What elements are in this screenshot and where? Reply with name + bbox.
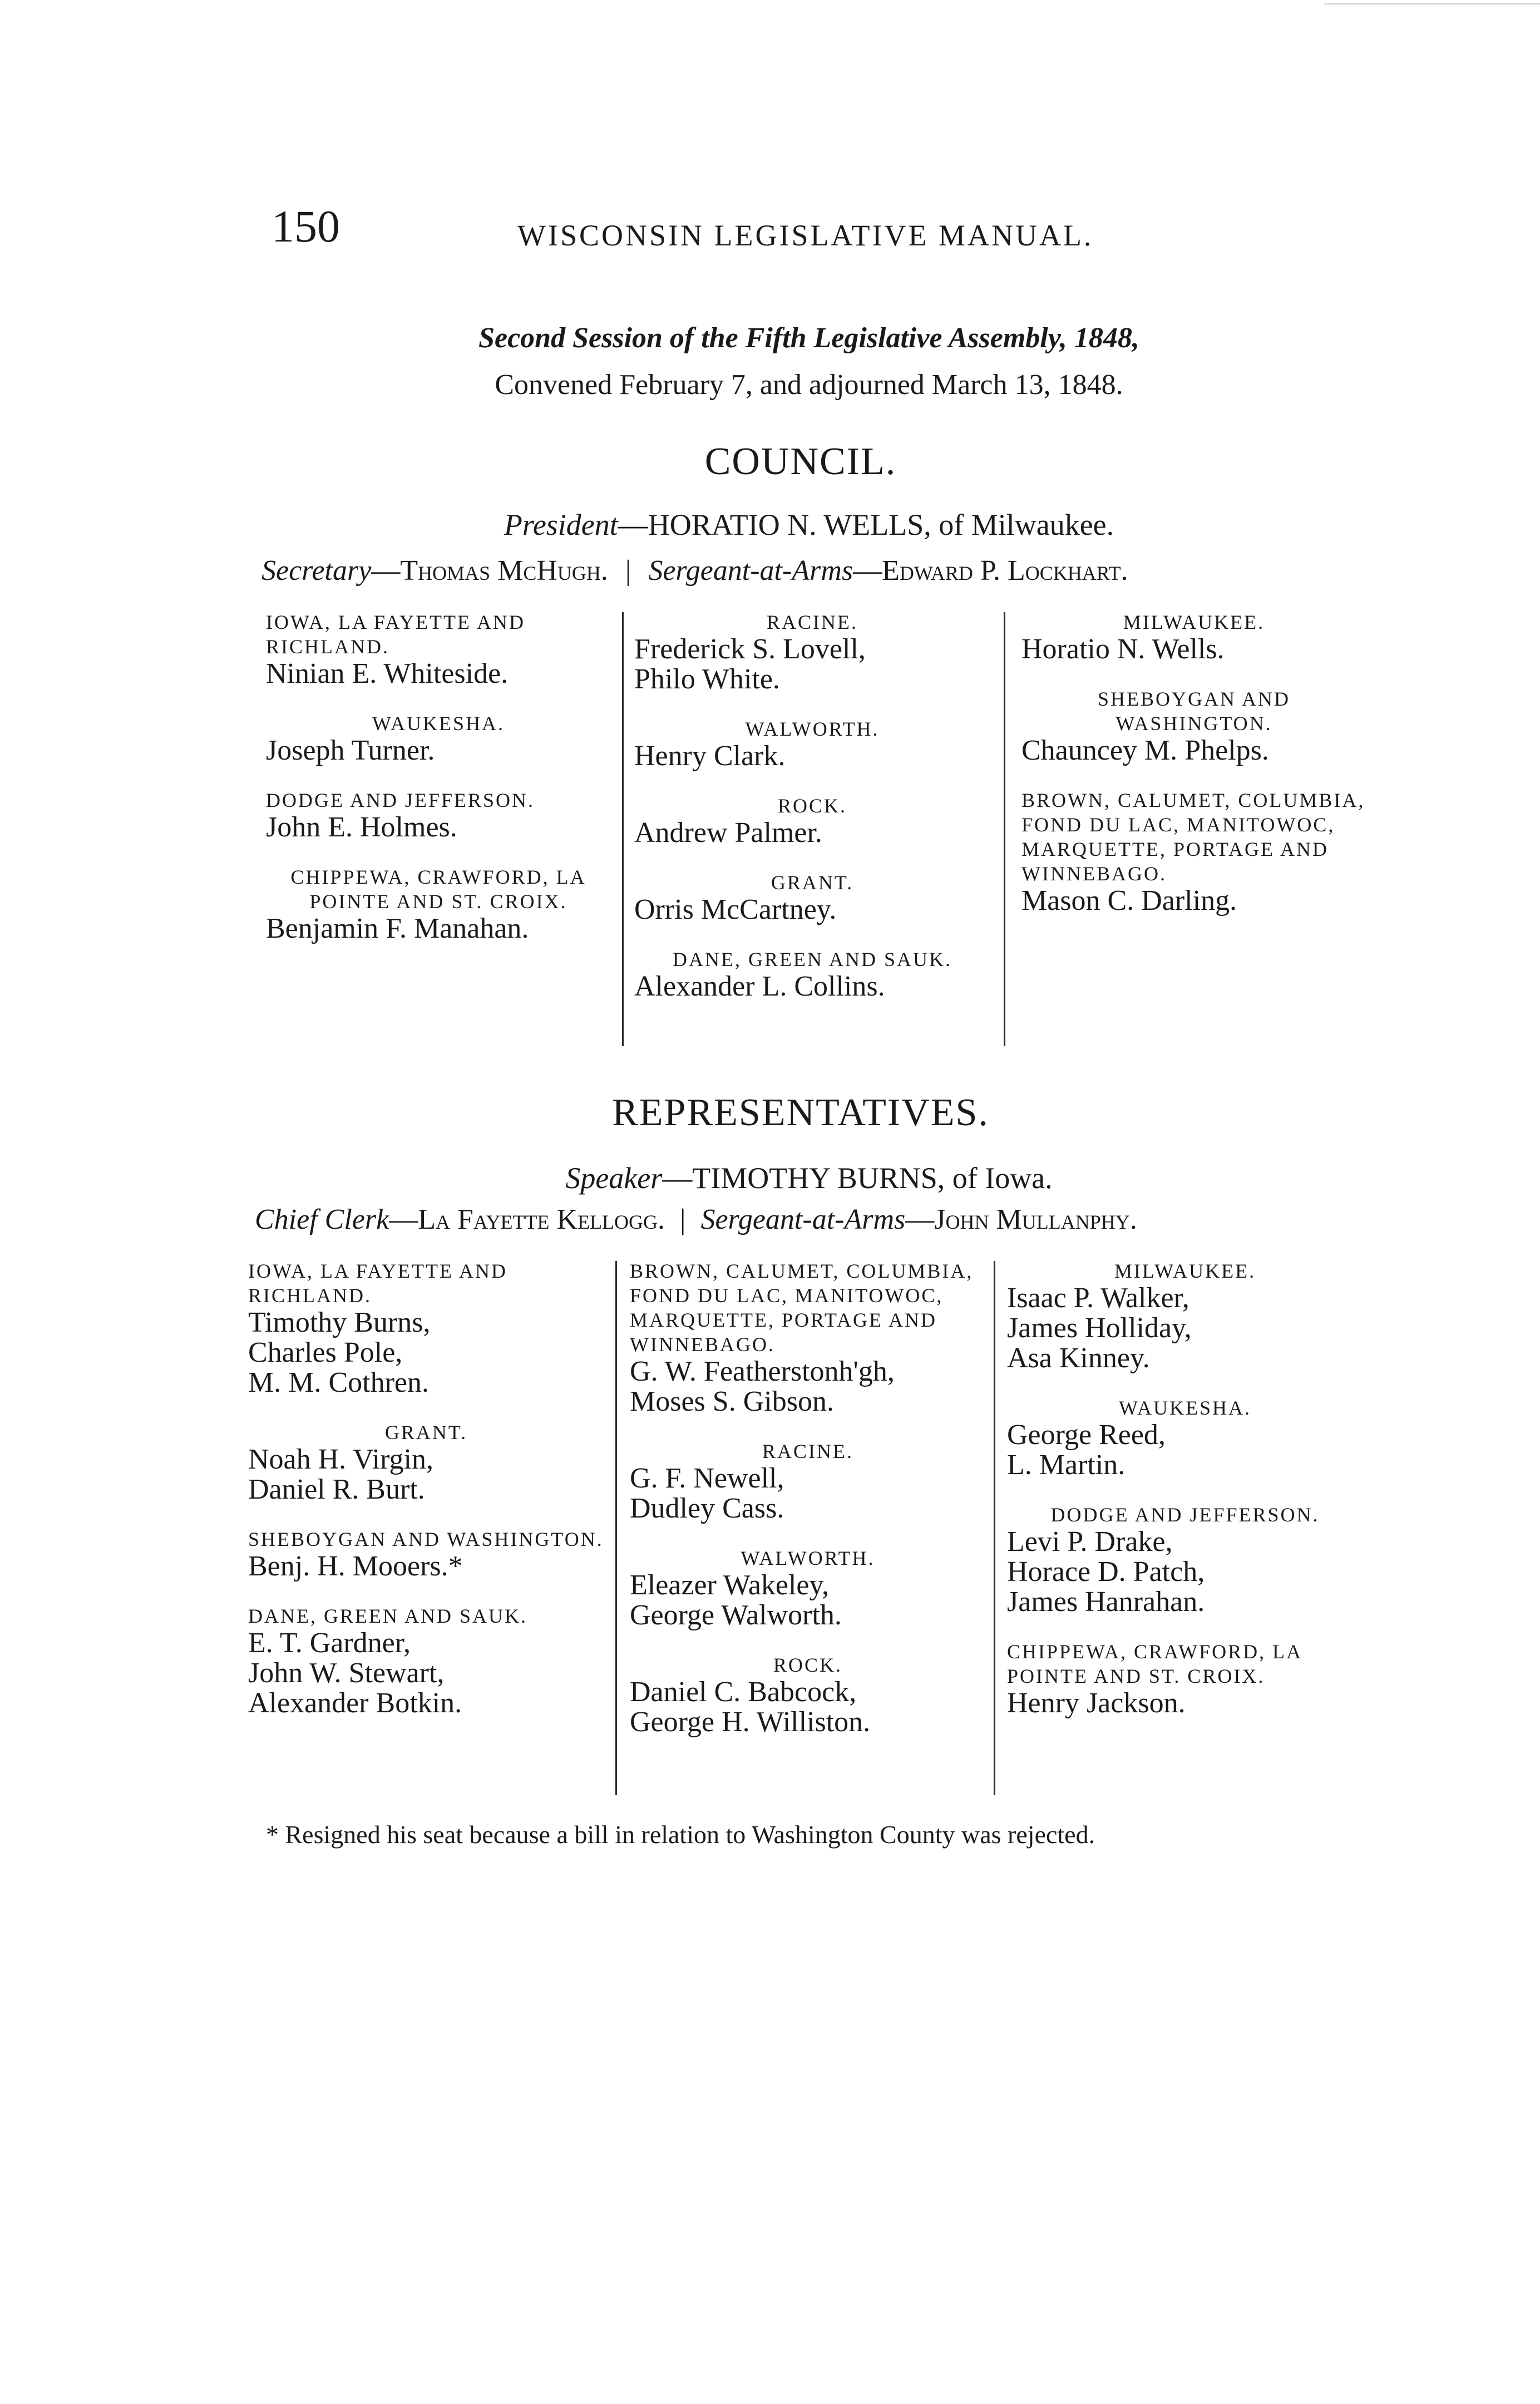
county-block	[630, 1439, 986, 1524]
session-dates: Convened February 7, and adjourned March 13, 1848.	[495, 369, 1123, 401]
council-column-1	[266, 610, 611, 966]
county-name: SHEBOYGAN AND WASHINGTON.	[248, 1528, 604, 1550]
member-name: George H. Williston.	[630, 1706, 871, 1738]
sergeant-name: —John Mullanphy.	[905, 1204, 1137, 1235]
council-president-line	[0, 508, 1540, 542]
county-name: CHIPPEWA, CRAWFORD, LA POINTE AND ST. CROIX.	[290, 866, 586, 913]
county-block	[630, 1259, 986, 1417]
county-name: RACINE.	[767, 611, 858, 633]
member-name: Orris McCartney.	[634, 894, 837, 925]
county-block	[1021, 610, 1366, 664]
member-name: George Walworth.	[630, 1599, 842, 1631]
county-name: BROWN, CALUMET, COLUMBIA, FOND DU LAC, MANITOWOC, MARQUETTE, PORTAGE AND WINNEBAGO.	[630, 1260, 974, 1356]
county-block	[634, 717, 990, 771]
running-title: WISCONSIN LEGISLATIVE MANUAL.	[517, 219, 1094, 252]
county-block	[634, 794, 990, 848]
county-name: DANE, GREEN AND SAUK.	[673, 948, 952, 971]
sergeant-name: —Edward P. Lockhart.	[853, 555, 1128, 587]
county-block	[630, 1546, 986, 1630]
assembly-clerk-line	[255, 1203, 1137, 1236]
member-name: Moses S. Gibson.	[630, 1386, 834, 1417]
assembly-column-2	[630, 1259, 986, 1760]
county-name: GRANT.	[771, 871, 854, 894]
member-name: Henry Clark.	[634, 740, 786, 772]
speaker-title: Speaker	[565, 1161, 663, 1195]
county-name: WAUKESHA.	[1119, 1397, 1251, 1419]
member-name: Horace D. Patch,	[1007, 1556, 1205, 1588]
column-rule	[994, 1261, 995, 1795]
clerk-title: Chief Clerk	[255, 1204, 389, 1235]
clerk-name: —La Fayette Kellogg.	[389, 1204, 665, 1235]
county-name: DANE, GREEN AND SAUK.	[248, 1605, 527, 1627]
county-name: IOWA, LA FAYETTE AND RICHLAND.	[266, 611, 525, 658]
member-name: Alexander L. Collins.	[634, 971, 885, 1002]
council-secretary-line	[261, 554, 1128, 587]
county-block	[248, 1259, 604, 1398]
member-name: John W. Stewart,	[248, 1657, 445, 1689]
member-name: E. T. Gardner,	[248, 1627, 411, 1659]
county-block	[266, 865, 611, 944]
county-name: MILWAUKEE.	[1123, 611, 1265, 633]
member-name: L. Martin.	[1007, 1449, 1126, 1481]
member-name: Andrew Palmer.	[634, 817, 822, 849]
county-block	[266, 610, 611, 689]
member-name: Philo White.	[634, 663, 780, 695]
county-name: ROCK.	[777, 795, 847, 817]
county-block	[248, 1420, 604, 1505]
county-block	[1007, 1259, 1363, 1373]
column-rule	[1004, 612, 1005, 1046]
assembly-column-3	[1007, 1259, 1363, 1741]
member-name: Henry Jackson.	[1007, 1687, 1186, 1719]
member-name: Eleazer Wakeley,	[630, 1569, 830, 1601]
county-name: SHEBOYGAN AND WASHINGTON.	[1097, 688, 1291, 735]
county-name: BROWN, CALUMET, COLUMBIA, FOND DU LAC, MANITOWOC, MARQUETTE, PORTAGE AND WINNEBAGO.	[1021, 789, 1365, 885]
speaker-name: —TIMOTHY BURNS, of Iowa.	[662, 1161, 1053, 1195]
member-name: Benj. H. Mooers.*	[248, 1550, 463, 1582]
page-number: 150	[272, 201, 340, 252]
president-title: President	[504, 508, 618, 541]
council-column-2	[634, 610, 990, 1024]
county-name: WALWORTH.	[741, 1547, 875, 1569]
member-name: James Hanrahan.	[1007, 1586, 1205, 1618]
assembly-column-1	[248, 1259, 604, 1741]
scan-edge-mark	[1324, 3, 1540, 4]
member-name: Isaac P. Walker,	[1007, 1282, 1189, 1314]
session-title: Second Session of the Fifth Legislative Assembly, 1848,	[478, 322, 1139, 354]
president-name: —HORATIO N. WELLS, of Milwaukee.	[618, 508, 1114, 541]
sergeant-title: Sergeant-at-Arms	[700, 1204, 906, 1235]
county-block	[248, 1527, 604, 1582]
county-block	[634, 947, 990, 1002]
county-name: DODGE AND JEFFERSON.	[1050, 1504, 1320, 1526]
member-name: Levi P. Drake,	[1007, 1526, 1173, 1558]
officer-separator: |	[680, 1204, 686, 1235]
member-name: Timothy Burns,	[248, 1307, 431, 1338]
member-name: Chauncey M. Phelps.	[1021, 735, 1269, 766]
member-name: M. M. Cothren.	[248, 1367, 429, 1398]
officer-separator: |	[625, 555, 631, 587]
member-name: Charles Pole,	[248, 1337, 403, 1368]
member-name: Benjamin F. Manahan.	[266, 913, 529, 944]
member-name: Daniel C. Babcock,	[630, 1676, 857, 1708]
county-block	[1021, 687, 1366, 766]
member-name: James Holliday,	[1007, 1312, 1192, 1344]
county-block	[1007, 1502, 1363, 1617]
county-name: WALWORTH.	[745, 718, 880, 740]
member-name: John E. Holmes.	[266, 811, 457, 843]
county-name: DODGE AND JEFFERSON.	[266, 789, 535, 811]
member-name: G. F. Newell,	[630, 1462, 784, 1494]
county-name: MILWAUKEE.	[1114, 1260, 1256, 1282]
county-name: IOWA, LA FAYETTE AND RICHLAND.	[248, 1260, 507, 1307]
member-name: Frederick S. Lovell,	[634, 633, 866, 665]
county-name: WAUKESHA.	[372, 712, 505, 735]
county-block	[1021, 788, 1366, 916]
member-name: G. W. Featherstonh'gh,	[630, 1356, 895, 1387]
member-name: Mason C. Darling.	[1021, 885, 1237, 917]
county-name: GRANT.	[384, 1421, 468, 1444]
county-name: RACINE.	[762, 1440, 853, 1462]
county-block	[266, 788, 611, 843]
member-name: Alexander Botkin.	[248, 1687, 462, 1719]
county-block	[1007, 1396, 1363, 1480]
assembly-speaker-line	[0, 1161, 1540, 1195]
member-name: Noah H. Virgin,	[248, 1444, 433, 1475]
county-block	[634, 610, 990, 694]
council-column-3	[1021, 610, 1366, 938]
county-name: CHIPPEWA, CRAWFORD, LA POINTE AND ST. CROIX.	[1007, 1641, 1302, 1687]
county-block	[630, 1653, 986, 1737]
member-name: Dudley Cass.	[630, 1492, 784, 1524]
county-block	[1007, 1639, 1363, 1718]
column-rule	[615, 1261, 617, 1795]
member-name: George Reed,	[1007, 1419, 1166, 1451]
secretary-title: Secretary	[261, 555, 372, 587]
member-name: Ninian E. Whiteside.	[266, 658, 509, 689]
sergeant-title: Sergeant-at-Arms	[648, 555, 853, 587]
council-heading: COUNCIL.	[704, 440, 897, 483]
secretary-name: —Thomas McHugh.	[371, 555, 608, 587]
member-name: Horatio N. Wells.	[1021, 633, 1225, 665]
county-name: ROCK.	[773, 1654, 843, 1676]
assembly-heading: REPRESENTATIVES.	[612, 1091, 989, 1134]
member-name: Joseph Turner.	[266, 735, 435, 766]
county-block	[634, 870, 990, 925]
footnote: * Resigned his seat because a bill in relation to Washington County was rejected.	[266, 1820, 1095, 1849]
column-rule	[622, 612, 624, 1046]
county-block	[266, 711, 611, 766]
member-name: Daniel R. Burt.	[248, 1474, 425, 1505]
member-name: Asa Kinney.	[1007, 1342, 1150, 1374]
county-block	[248, 1604, 604, 1718]
